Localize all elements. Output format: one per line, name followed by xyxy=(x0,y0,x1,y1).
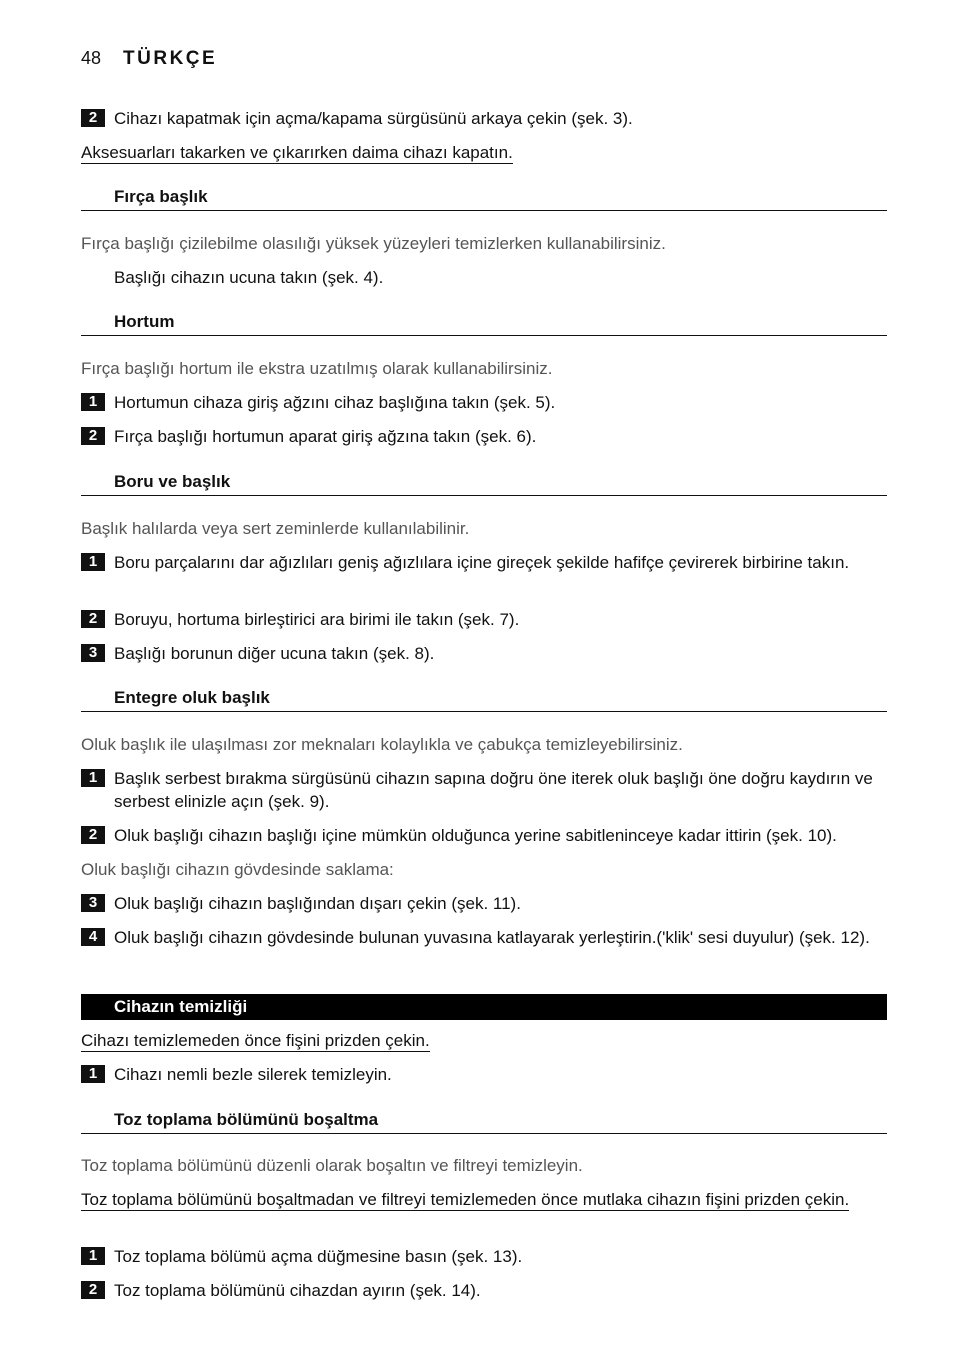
page-header xyxy=(81,48,217,70)
page-number: 48 xyxy=(81,48,102,68)
step-number: 2 xyxy=(81,1281,105,1299)
instruction: Başlığı cihazın ucuna takın (şek. 4). xyxy=(114,268,384,287)
step-item xyxy=(81,107,887,130)
step-text: Boruyu, hortuma birleştirici ara birimi ile takın (şek. 7). xyxy=(114,610,520,629)
step-number: 1 xyxy=(81,553,105,571)
step-text: Toz toplama bölümünü cihazdan ayırın (şek. 14). xyxy=(114,1281,481,1300)
step-item xyxy=(81,551,887,574)
warning-text: Aksesuarları takarken ve çıkarırken daima cihazı kapatın. xyxy=(81,143,513,162)
step-item xyxy=(81,608,887,631)
step-number: 2 xyxy=(81,610,105,628)
paragraph: Başlık halılarda veya sert zeminlerde kullanılabilinir. xyxy=(81,519,470,538)
step-text: Oluk başlığı cihazın başlığı içine mümkün olduğunca yerine sabitleninceye kadar ittirin (şek. 10). xyxy=(114,826,837,845)
warning-note xyxy=(81,1029,887,1052)
step-text: Boru parçalarını dar ağızlıları geniş ağızlılara içine gireçek şekilde hafifçe çevirerek birbirine takın. xyxy=(114,553,850,572)
step-number: 1 xyxy=(81,393,105,411)
step-number: 1 xyxy=(81,769,105,787)
step-item xyxy=(81,425,887,448)
step-number: 3 xyxy=(81,644,105,662)
step-item xyxy=(81,926,887,949)
step-number: 1 xyxy=(81,1065,105,1083)
warning-note xyxy=(81,1188,887,1211)
paragraph: Oluk başlığı cihazın gövdesinde saklama: xyxy=(81,860,394,879)
step-item xyxy=(81,391,887,414)
paragraph: Toz toplama bölümünü düzenli olarak boşaltın ve filtreyi temizleyin. xyxy=(81,1156,583,1175)
step-item xyxy=(81,1245,887,1268)
step-text: Cihazı kapatmak için açma/kapama sürgüsünü arkaya çekin (şek. 3). xyxy=(114,109,633,128)
step-text: Cihazı nemli bezle silerek temizleyin. xyxy=(114,1065,392,1084)
step-number: 2 xyxy=(81,109,105,127)
step-number: 4 xyxy=(81,928,105,946)
step-number: 2 xyxy=(81,427,105,445)
section-heading-tube: Boru ve başlık xyxy=(81,471,887,496)
step-item xyxy=(81,1063,887,1086)
section-heading-brush: Fırça başlık xyxy=(81,186,887,211)
step-number: 3 xyxy=(81,894,105,912)
step-text: Hortumun cihaza giriş ağzını cihaz başlığına takın (şek. 5). xyxy=(114,393,556,412)
step-text: Oluk başlığı cihazın gövdesinde bulunan yuvasına katlayarak yerleştirin.('klik' sesi duyulur) (şek. 12). xyxy=(114,928,870,947)
warning-note xyxy=(81,141,887,164)
step-text: Oluk başlığı cihazın başlığından dışarı çekin (şek. 11). xyxy=(114,894,521,913)
step-text: Başlık serbest bırakma sürgüsünü cihazın sapına doğru öne iterek oluk başlığı öne doğru kaydırın ve serbest elinizle açın (şek. 9). xyxy=(114,769,873,811)
step-item xyxy=(81,824,887,847)
step-item xyxy=(81,767,887,813)
paragraph: Fırça başlığı hortum ile ekstra uzatılmış olarak kullanabilirsiniz. xyxy=(81,359,553,378)
warning-text: Toz toplama bölümünü boşaltmadan ve filtreyi temizlemeden önce mutlaka cihazın fişini prizden çekin. xyxy=(81,1190,850,1209)
step-number: 2 xyxy=(81,826,105,844)
step-text: Fırça başlığı hortumun aparat giriş ağzına takın (şek. 6). xyxy=(114,427,537,446)
paragraph: Fırça başlığı çizilebilme olasılığı yüksek yüzeyleri temizlerken kullanabilirsiniz. xyxy=(81,234,666,253)
step-text: Başlığı borunun diğer ucuna takın (şek. 8). xyxy=(114,644,435,663)
language-label: TÜRKÇE xyxy=(123,48,218,69)
section-heading-dust: Toz toplama bölümünü boşaltma xyxy=(81,1109,887,1134)
step-number: 1 xyxy=(81,1247,105,1265)
step-item xyxy=(81,892,887,915)
section-heading-crevice: Entegre oluk başlık xyxy=(81,687,887,712)
step-text: Toz toplama bölümü açma düğmesine basın (şek. 13). xyxy=(114,1247,523,1266)
warning-text: Cihazı temizlemeden önce fişini prizden çekin. xyxy=(81,1031,430,1050)
step-item xyxy=(81,1279,887,1302)
paragraph: Oluk başlık ile ulaşılması zor meknaları kolaylıkla ve çabukça temizleyebilirsiniz. xyxy=(81,735,683,754)
step-item xyxy=(81,642,887,665)
section-heading-hose: Hortum xyxy=(81,311,887,336)
section-heading-cleaning: Cihazın temizliği xyxy=(81,994,887,1020)
